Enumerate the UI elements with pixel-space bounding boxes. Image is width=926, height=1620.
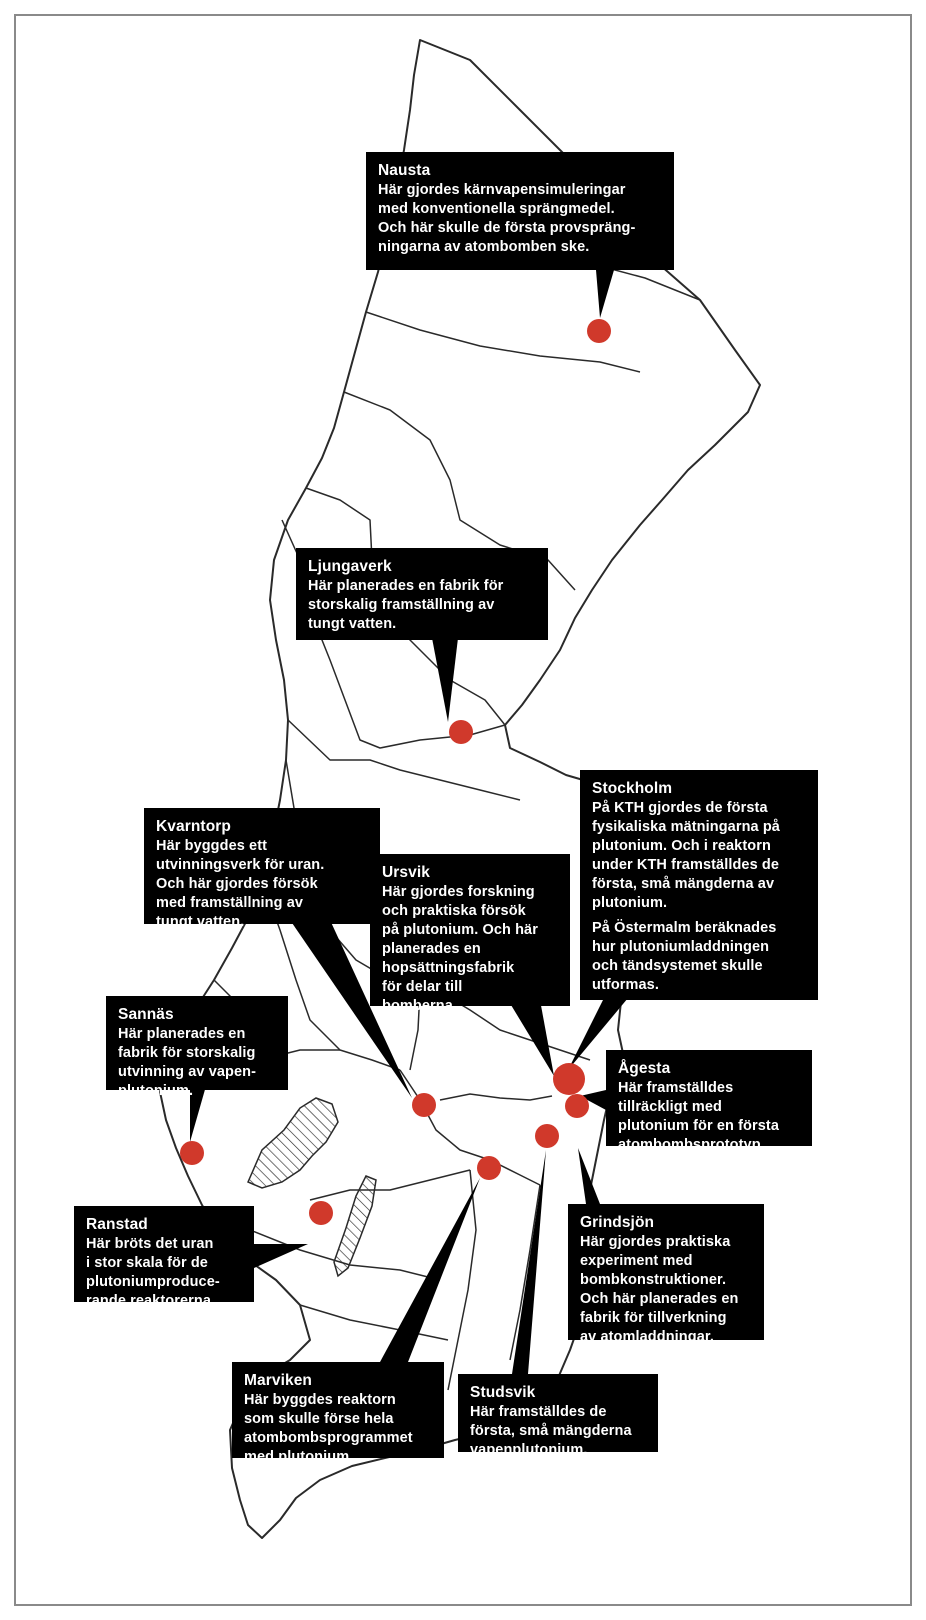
label-sannas — [106, 996, 288, 1099]
label-text: Här gjordes praktiska experiment med bombkonstruktioner. Och här planerades en fabrik för tillverkning av atomladdningar. — [580, 1234, 739, 1345]
label-title: Sannäs — [118, 1006, 174, 1023]
label-text: Här gjordes forskning och praktiska försök på plutonium. Och här planerades en hopsättningsfabrik för delar till bomberna. — [382, 884, 538, 1014]
marker-ranstad[interactable] — [309, 1201, 333, 1225]
label-text-2: På Östermalm beräknades hur plutoniumladdningen och tändsystemet skulle utformas. — [592, 920, 777, 993]
label-text: Här gjordes kärnvapensimuleringar med konventionella sprängmedel. Och här skulle de första provspräng- ningarna av atombomben ske. — [378, 182, 636, 255]
label-title: Ljungaverk — [308, 558, 392, 575]
label-title: Nausta — [378, 162, 431, 179]
marker-grindsjon[interactable] — [535, 1124, 559, 1148]
label-text: Här planerades en fabrik för storskalig framställning av tungt vatten. — [308, 578, 504, 632]
label-text: Här bröts det uran i stor skala för de plutoniumproduce- rande reaktorerna. — [86, 1236, 220, 1309]
marker-sannas[interactable] — [180, 1141, 204, 1165]
label-title: Ranstad — [86, 1216, 148, 1233]
label-ursvik — [370, 854, 570, 1014]
label-title: Studsvik — [470, 1384, 536, 1401]
label-nausta — [366, 152, 674, 270]
marker-kvarntorp[interactable] — [412, 1093, 436, 1117]
label-stockholm — [580, 770, 818, 1000]
label-ranstad — [74, 1206, 254, 1309]
label-ljungaverk — [296, 548, 548, 640]
label-title: Grindsjön — [580, 1214, 655, 1231]
label-title: Ursvik — [382, 864, 430, 881]
label-title: Kvarntorp — [156, 818, 231, 835]
marker-nausta[interactable] — [587, 319, 611, 343]
label-text: Här byggdes reaktorn som skulle förse hela atombombsprogrammet med plutonium. — [244, 1392, 413, 1465]
label-text: Här framställdes de första, små mängderna vapenplutonium. — [470, 1404, 632, 1458]
marker-agesta[interactable] — [565, 1094, 589, 1118]
label-title: Marviken — [244, 1372, 312, 1389]
marker-ljungaverk[interactable] — [449, 720, 473, 744]
marker-stockholm[interactable] — [553, 1063, 585, 1095]
marker-studsvik[interactable] — [477, 1156, 501, 1180]
label-kvarntorp — [144, 808, 380, 930]
label-text: Här planerades en fabrik för storskalig utvinning av vapen- plutonium. — [118, 1026, 257, 1099]
label-studsvik — [458, 1374, 658, 1458]
label-marviken — [232, 1362, 444, 1465]
label-title: Ågesta — [618, 1060, 671, 1077]
label-agesta — [606, 1050, 812, 1153]
label-text: Här framställdes tillräckligt med plutonium för en första atombombsprototyp. — [618, 1080, 779, 1153]
label-text: Här byggdes ett utvinningsverk för uran. Och här gjordes försök med framställning av tungt vatten. — [156, 838, 325, 930]
label-grindsjon — [568, 1204, 764, 1345]
label-title: Stockholm — [592, 780, 673, 797]
label-text: På KTH gjordes de första fysikaliska mätningarna på plutonium. Och i reaktorn under KTH framställdes de första, små mängderna av plutonium. — [592, 800, 780, 911]
